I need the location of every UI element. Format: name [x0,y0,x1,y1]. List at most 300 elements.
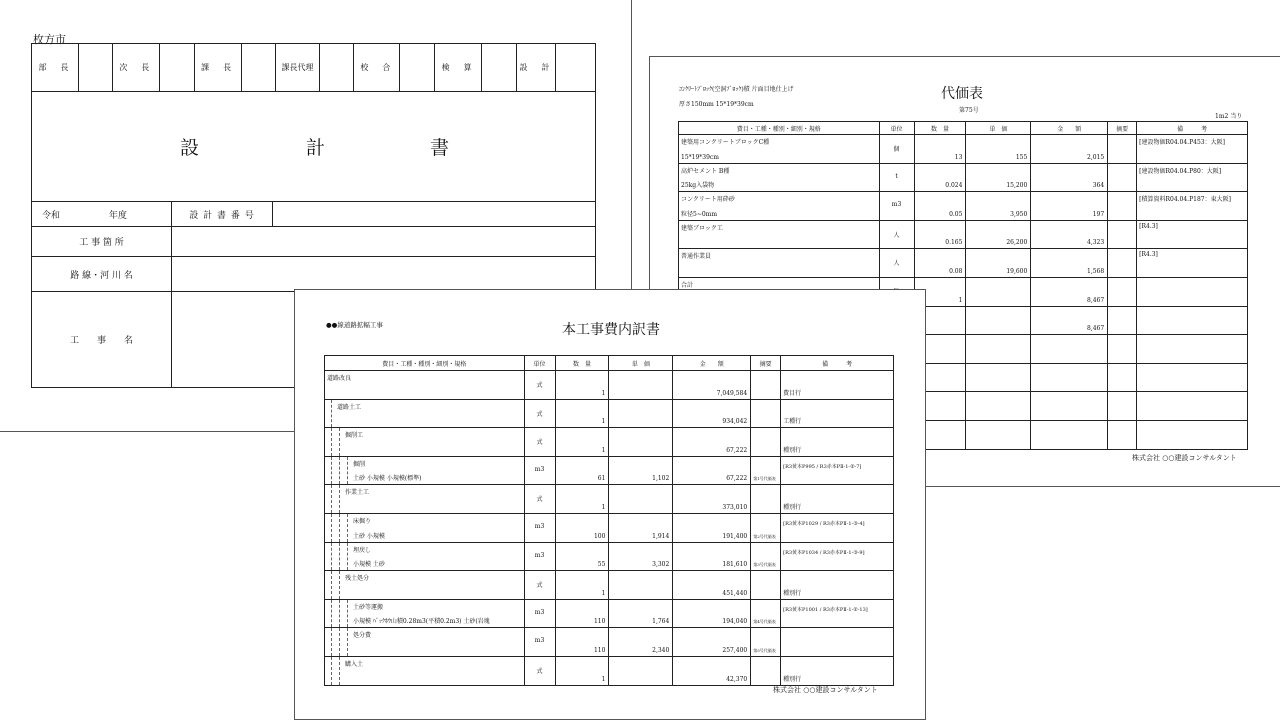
qty-value: 0.08 [949,267,963,275]
note-row-type: 工種行 [783,418,802,426]
remark-cell [751,628,781,657]
amount-cell [673,599,751,628]
item-name: 土砂等運搬 [353,603,384,611]
table-row [325,656,894,685]
item-name: 建築ブロック工 [681,224,723,232]
amount-value: 67,222 [726,475,748,483]
item-name: 合計 [681,281,694,289]
indent-guide [339,485,340,513]
indent-guide [331,543,332,571]
item-cell [679,249,880,278]
note-value: [建設物価R04.04.P80：大阪] [1139,167,1222,175]
note-cell [781,628,894,657]
remark-cell [751,542,781,571]
price-cell [609,399,673,428]
amount-value: 197 [1092,210,1105,218]
note-row-type: 種別行 [783,446,802,454]
price-cell [966,249,1031,278]
item-spec: 25kg入袋物 [681,182,715,190]
item-spec: 土砂 小規模 [353,532,385,540]
price-value: 155 [1015,153,1028,161]
note-cell [1137,306,1248,335]
remark-value: 第5号代価表 [753,647,776,653]
remark-value: 第1号代価表 [753,476,776,482]
unit-cell [524,428,555,457]
note-cell [1137,249,1248,278]
item-cell [325,571,525,600]
indent-guide [331,428,332,456]
unit-cell [524,485,555,514]
note-cell [781,542,894,571]
remark-value: 第2号代価表 [753,533,776,539]
price-cell [609,656,673,685]
note-reference: [R3黄本P1029 / R3赤本PⅡ-1-③-4] [783,520,865,527]
item-cell [679,135,880,164]
stamp-box [159,44,194,92]
item-cell [679,192,880,221]
remark-value: 第4号代価表 [753,619,776,625]
amount-cell [1031,249,1108,278]
table-row [325,371,894,400]
table-header [679,122,1248,135]
cost-breakdown-sheet [294,289,926,720]
qty-value: 61 [597,475,606,483]
note-cell [781,513,894,542]
amount-value: 42,370 [726,675,748,683]
price-cell [609,371,673,400]
company-footer: 株式会社 ○○建設コンサルタント [773,686,878,694]
column-header: 単位 [524,356,555,371]
remark-cell [751,371,781,400]
amount-value: 257,400 [722,646,748,654]
price-cell [609,599,673,628]
remark-cell [1108,220,1137,249]
approval-label: 次 長 [112,44,159,92]
note-cell [1137,277,1248,306]
unit-value: t [895,172,898,180]
amount-value: 181,610 [722,561,748,569]
indent-guide [331,571,332,599]
price-cell [609,456,673,485]
price-value: 1,102 [652,475,670,483]
qty-cell [555,628,609,657]
era-label: 令和 [42,210,61,221]
qty-cell [914,192,966,221]
note-reference: [R3黄本P1001 / R3赤本PⅡ-1-②-13] [783,606,868,613]
price-cell [966,163,1031,192]
unit-cell [524,371,555,400]
item-name: 残土処分 [345,575,370,583]
stamp-box [78,44,112,92]
table-row [679,135,1248,164]
item-cell [325,456,525,485]
price-cell [609,485,673,514]
year-label: 年度 [108,210,127,221]
table-row [325,428,894,457]
qty-cell [914,220,966,249]
price-cell [609,628,673,657]
item-cell [679,163,880,192]
remark-cell [1108,192,1137,221]
city-name: 枚方市 [33,33,66,46]
unit-value: m3 [534,551,545,559]
item-cell [325,656,525,685]
site-label: 工 事 箇 所 [32,227,172,257]
remark-cell [1108,420,1137,449]
item-name: 掘削工 [345,432,364,440]
table-row [325,628,894,657]
sheet-title: 本工事費内訳書 [562,322,660,338]
price-cell [966,363,1031,392]
indent-guide [331,485,332,513]
unit-cell [879,220,914,249]
indent-guide [339,600,340,628]
unit-cell [524,599,555,628]
item-spec: 小規模 土砂 [353,561,385,569]
qty-value: 1 [601,675,606,683]
table-row [325,399,894,428]
table-row [325,542,894,571]
item-spec: 粒径5~0mm [681,210,718,218]
amount-cell [673,571,751,600]
amount-value: 934,042 [722,418,748,426]
item-spec: 小規模 ﾊﾞｯｸﾎｳ山積0.28m3(平積0.2m3) 土砂(岩塊 [353,618,490,626]
table-row [325,599,894,628]
design-number-value [273,202,596,227]
note-cell [1137,335,1248,364]
table-row [679,192,1248,221]
route-label: 路 線・河 川 名 [32,257,172,292]
amount-cell [1031,363,1108,392]
table-row [325,513,894,542]
title-char: 書 [430,137,450,159]
price-value: 19,600 [1006,267,1028,275]
item-name: 高炉セメント B種 [681,167,730,175]
item-cell [325,513,525,542]
unit-cell [524,542,555,571]
price-value: 26,200 [1006,239,1028,247]
column-header: 費目・工種・種別・細別・規格 [679,122,880,135]
remark-cell [1108,249,1137,278]
amount-cell [673,656,751,685]
amount-cell [673,371,751,400]
column-header: 摘要 [1108,122,1137,135]
amount-cell [1031,306,1108,335]
fiscal-year-cell [32,202,172,227]
remark-cell [1108,306,1137,335]
qty-value: 13 [954,153,963,161]
price-value: 1,764 [652,618,670,626]
price-cell [966,306,1031,335]
column-header: 金 額 [673,356,751,371]
approval-label: 設 計 [517,44,556,92]
unit-value: 式 [536,410,543,418]
amount-value: 67,222 [726,446,748,454]
item-name: 埋戻し [353,546,372,554]
site-value [172,227,596,257]
note-row-type: 種別行 [783,503,802,511]
note-cell [1137,192,1248,221]
qty-cell [555,513,609,542]
stamp-box [482,44,517,92]
indent-guide [331,657,332,685]
qty-value: 110 [593,646,606,654]
qty-value: 0.05 [949,210,963,218]
remark-cell [751,571,781,600]
item-name: 作業土工 [345,489,370,497]
unit-basis: 1m2 当り [1215,113,1243,120]
note-value: [R4.3] [1139,222,1158,230]
amount-cell [673,456,751,485]
price-cell [609,513,673,542]
item-spec: 15*19*39cm [681,153,719,161]
unit-value: 式 [536,382,543,389]
note-cell [781,656,894,685]
cost-breakdown-table [324,355,894,686]
unit-cell [524,656,555,685]
amount-value: 364 [1092,182,1105,190]
item-name: 道路改良 [327,375,352,382]
price-cell [966,335,1031,364]
item-cell [325,399,525,428]
remark-cell [1108,363,1137,392]
column-header: 備 考 [1137,122,1248,135]
indent-guide [331,400,332,428]
indent-guide [347,543,348,571]
table-row [325,571,894,600]
column-header: 備 考 [781,356,894,371]
note-cell [1137,163,1248,192]
price-cell [609,571,673,600]
column-header: 金 額 [1031,122,1108,135]
item-cell [325,542,525,571]
column-header: 単 価 [609,356,673,371]
indent-guide [347,628,348,656]
indent-guide [339,428,340,456]
unit-value: m3 [534,465,545,473]
table-row [325,456,894,485]
qty-value: 1 [958,296,963,304]
amount-value: 4,323 [1087,239,1105,247]
indent-guide [339,657,340,685]
qty-value: 1 [601,389,606,397]
title-char: 計 [306,137,326,159]
qty-cell [555,542,609,571]
amount-cell [673,485,751,514]
approval-stamp-table [31,43,596,92]
note-cell [781,485,894,514]
price-cell [966,420,1031,449]
unit-cell [879,163,914,192]
unit-value: 個 [893,146,900,153]
unit-value: 式 [536,496,543,504]
unit-cell [524,399,555,428]
unit-cell [879,249,914,278]
note-cell [1137,135,1248,164]
note-cell [1137,420,1248,449]
company-footer: 株式会社 ○○建設コンサルタント [1132,454,1237,462]
price-value: 15,200 [1006,182,1028,190]
column-header: 単位 [879,122,914,135]
indent-guide [331,628,332,656]
qty-value: 55 [597,561,606,569]
note-value: [建設物価R04.04.P453：大阪] [1139,139,1225,146]
table-row [679,249,1248,278]
item-cell [325,371,525,400]
table-row [679,163,1248,192]
indent-guide [347,600,348,628]
item-spec: 厚さ150mm 15*19*39cm [679,101,754,108]
project-name: ●●線道路拡幅工事 [326,321,383,329]
stamp-box [320,44,354,92]
item-name: 道路土工 [337,403,362,411]
price-cell [609,542,673,571]
sheet-title: 代価表 [941,86,983,102]
indent-guide [339,543,340,571]
remark-cell [751,428,781,457]
stamp-box [241,44,275,92]
indent-guide [339,457,340,485]
amount-cell [673,399,751,428]
price-value: 2,340 [652,646,670,654]
qty-cell [555,571,609,600]
remark-cell [751,485,781,514]
qty-value: 1 [601,589,606,597]
indent-guide [347,514,348,542]
unit-cell [879,135,914,164]
item-cell [325,485,525,514]
qty-value: 0.165 [945,239,963,247]
remark-cell [751,656,781,685]
indent-guide [347,457,348,485]
remark-cell [1108,277,1137,306]
amount-value: 8,467 [1087,325,1105,333]
indent-guide [331,600,332,628]
table-header [325,356,894,371]
remark-cell [751,399,781,428]
route-value [172,257,596,292]
qty-value: 100 [593,532,606,540]
stamp-box [555,44,595,92]
item-cell [325,628,525,657]
qty-cell [555,599,609,628]
qty-cell [555,371,609,400]
price-cell [966,135,1031,164]
qty-value: 1 [601,446,606,454]
amount-cell [1031,277,1108,306]
remark-cell [1108,335,1137,364]
remark-cell [751,513,781,542]
sheet-number: 第75号 [959,107,979,114]
item-cell [325,599,525,628]
approval-label: 部 長 [32,44,79,92]
approval-label: 検 算 [435,44,482,92]
note-cell [781,571,894,600]
amount-value: 373,010 [722,503,748,511]
note-value: [積算資料R04.04.P187：東大阪] [1139,196,1231,204]
item-name: 建築用コンクリートブロックC種 [681,139,770,146]
approval-label: 校 合 [354,44,400,92]
stamp-box [400,44,435,92]
note-cell [1137,220,1248,249]
amount-cell [673,428,751,457]
amount-value: 194,040 [722,618,748,626]
price-cell [966,392,1031,421]
qty-cell [555,456,609,485]
amount-value: 191,400 [722,532,748,540]
amount-cell [1031,192,1108,221]
qty-value: 1 [601,418,606,426]
indent-guide [339,514,340,542]
remark-cell [1108,163,1137,192]
qty-value: 1 [601,503,606,511]
amount-value: 7,049,584 [716,389,748,397]
remark-value: 第3号代価表 [753,562,776,568]
amount-cell [1031,163,1108,192]
column-header: 摘要 [751,356,781,371]
unit-value: 式 [536,439,543,447]
amount-cell [1031,135,1108,164]
item-cell [325,428,525,457]
unit-value: m3 [534,522,545,530]
unit-value: 人 [893,260,900,268]
item-name: 処分費 [353,632,372,640]
unit-value: 人 [893,231,900,239]
column-header: 数 量 [914,122,966,135]
qty-cell [555,656,609,685]
indent-guide [331,514,332,542]
price-cell [966,220,1031,249]
remark-cell [751,599,781,628]
note-cell [1137,363,1248,392]
column-header: 単 価 [966,122,1031,135]
unit-value: m3 [534,608,545,616]
amount-cell [673,628,751,657]
table-row [325,485,894,514]
note-reference: [R3黄本P1034 / R3赤本PⅡ-1-③-9] [783,549,865,556]
unit-cell [524,571,555,600]
item-name: 購入土 [345,660,364,668]
amount-value: 451,440 [722,589,748,597]
remark-cell [1108,392,1137,421]
qty-value: 0.024 [945,182,963,190]
price-value: 1,914 [652,532,670,540]
table-row [679,220,1248,249]
price-cell [966,192,1031,221]
indent-guide [331,457,332,485]
unit-cell [524,456,555,485]
amount-value: 2,015 [1087,153,1105,161]
note-row-type: 種別行 [783,589,802,597]
approval-label: 課 長 [194,44,241,92]
note-cell [781,456,894,485]
design-number-label: 設 計 書 番 号 [172,202,273,227]
remark-cell [751,456,781,485]
item-name: コンクリート用砕砂 [681,196,735,204]
qty-cell [555,428,609,457]
price-cell [609,428,673,457]
note-cell [781,599,894,628]
qty-cell [914,163,966,192]
note-cell [781,371,894,400]
amount-cell [673,542,751,571]
qty-cell [914,249,966,278]
item-cell [679,220,880,249]
amount-value: 1,568 [1087,267,1105,275]
note-cell [1137,392,1248,421]
unit-cell [524,628,555,657]
column-header: 費目・工種・種別・細別・規格 [325,356,525,371]
